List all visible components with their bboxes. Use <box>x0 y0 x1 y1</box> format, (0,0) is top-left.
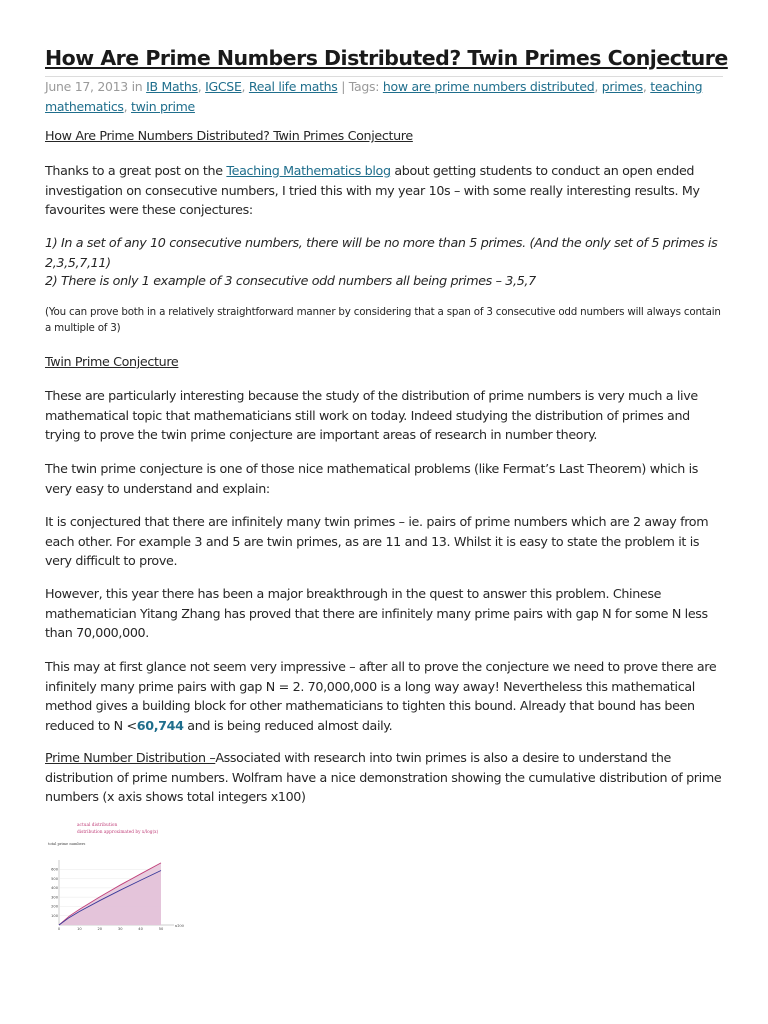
legend-approx: distribution approximated by x/log(x) <box>77 830 159 835</box>
article-subtitle: How Are Prime Numbers Distributed? Twin Primes Conjecture <box>45 128 413 143</box>
post-meta: June 17, 2013 in IB Maths, IGCSE, Real life maths | Tags: how are prime numbers distributed, primes, teaching mathematics, twin prime <box>45 79 703 114</box>
y-tick-label: 200 <box>51 904 58 909</box>
paragraph-research: These are particularly interesting because the study of the distribution of prime numbers is very much a live mathematical topic that mathematicians still work on today. Indeed studying the distribution of primes and trying to prove the twin prime conjecture are important areas of research in number theory. <box>45 388 698 442</box>
conjecture-2: 2) There is only 1 example of 3 consecutive odd numbers all being primes – 3,5,7 <box>45 273 536 288</box>
page-title: How Are Prime Numbers Distributed? Twin Primes Conjecture <box>45 46 728 70</box>
category-link-ib-maths[interactable]: IB Maths <box>146 79 198 94</box>
distribution-text: Associated with research into twin primes is also a desire to understand the distribution of prime numbers. Wolfram have a nice demonstration showing the cumulative distribution of prime numbers (x axis shows total integers x100) <box>45 750 722 804</box>
category-link-real-life-maths[interactable]: Real life maths <box>248 79 338 94</box>
bound-text-after: and is being reduced almost daily. <box>187 717 393 733</box>
tag-link-teaching-mathematics[interactable]: teaching mathematics <box>45 79 703 114</box>
x-tick-label: 30 <box>117 927 123 931</box>
y-tick-label: 300 <box>51 895 58 900</box>
tag-link-primes[interactable]: primes <box>601 79 643 94</box>
x-tick-label: 20 <box>97 927 103 931</box>
prime-distribution-chart <box>45 820 185 932</box>
x-tick-label: 0 <box>57 927 61 931</box>
bound-text-before: This may at first glance not seem very impressive – after all to prove the conjecture we need to prove there are infinitely many prime pairs with gap N = 2. 70,000,000 is a long way away! Nevertheless this mathematical method gives a building block for other mathematicians to tighten this bound. Already that bound has been reduced to N < <box>45 659 717 733</box>
bound-value: 60,744 <box>136 717 184 733</box>
proof-note: (You can prove both in a relatively straightforward manner by considering that a span of 3 consecutive odd numbers will always contain a multiple of 3) <box>45 306 721 334</box>
teaching-mathematics-blog-link[interactable]: Teaching Mathematics blog <box>226 163 391 178</box>
y-tick-label: 600 <box>51 867 58 872</box>
paragraph-easy-to-explain: The twin prime conjecture is one of those nice mathematical problems (like Fermat’s Last Theorem) which is very easy to understand and explain: <box>45 461 699 496</box>
tag-link-twin-prime[interactable]: twin prime <box>131 99 195 114</box>
y-tick-label: 500 <box>51 876 58 881</box>
paragraph-distribution <box>45 748 725 807</box>
intro-paragraph <box>45 161 725 220</box>
intro-text-before: Thanks to a great post on the <box>45 163 223 178</box>
post-date: June 17, 2013 in <box>45 79 143 94</box>
y-axis-label: total prime numbers <box>48 842 86 846</box>
tags-label: | Tags: <box>341 79 380 94</box>
x-tick-label: 10 <box>77 927 82 931</box>
x-tick-label: 40 <box>138 927 143 931</box>
legend-actual: actual distribution <box>77 823 118 828</box>
paragraph-bound <box>45 657 725 735</box>
y-tick-label: 100 <box>51 913 58 918</box>
tag-link-prime-distribution[interactable]: how are prime numbers distributed <box>382 79 595 94</box>
actual-series-area <box>59 863 161 925</box>
x-axis-label: x100 <box>175 924 184 928</box>
x-tick-label: 50 <box>158 927 164 931</box>
y-tick-label: 400 <box>51 886 58 891</box>
heading-prime-distribution: Prime Number Distribution – <box>45 750 216 765</box>
heading-twin-prime: Twin Prime Conjecture <box>45 354 179 369</box>
conjecture-1: 1) In a set of any 10 consecutive numbers, there will be no more than 5 primes. (And the only set of 5 primes is 2,3,5,7,11) <box>45 235 718 270</box>
intro-text-after: about getting students to conduct an open ended investigation on consecutive numbers, I tried this with my year 10s – with some really interesting results. My favourites were these conjectures: <box>45 163 700 217</box>
paragraph-breakthrough: However, this year there has been a major breakthrough in the quest to answer this problem. Chinese mathematician Yitang Zhang has proved that there are infinitely many prime pairs with gap N for some N less than 70,000,000. <box>45 586 708 640</box>
paragraph-twin-primes: It is conjectured that there are infinitely many twin primes – ie. pairs of prime numbers which are 2 away from each other. For example 3 and 5 are twin primes, as are 11 and 13. Whilst it is easy to state the problem it is very difficult to prove. <box>45 514 709 568</box>
category-link-igcse[interactable]: IGCSE <box>205 79 242 94</box>
